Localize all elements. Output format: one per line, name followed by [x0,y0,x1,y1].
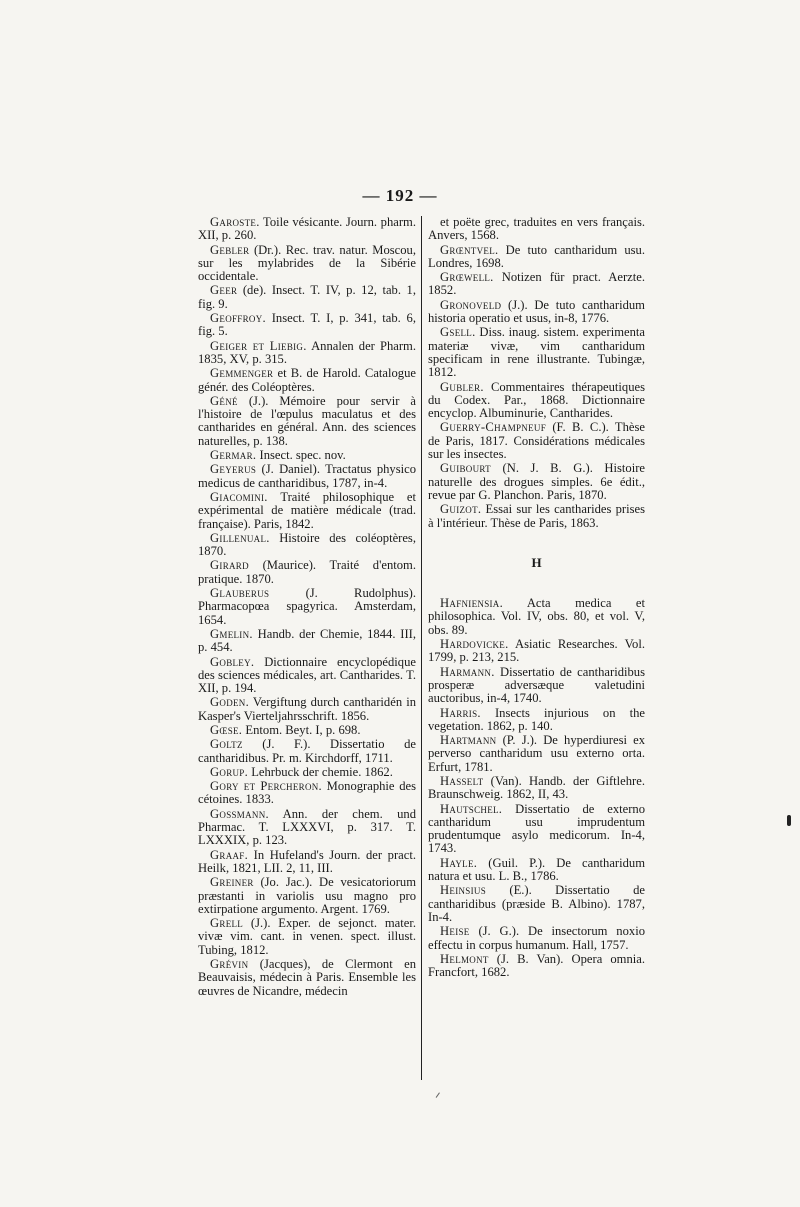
bibliography-entry [428,271,645,298]
entry-text: (Dr.). Rec. trav. natur. Moscou, sur les mylabrides de la Sibérie occidentale. [198,242,416,284]
entry-author: Gemmenger [210,366,274,381]
entry-text: (E.). Dissertatio de cantharidibus (præside B. Albino). 1787, In-4. [428,883,645,924]
bibliography-entry [198,463,416,490]
entry-author: Gebler [210,242,250,257]
bibliography-entry [198,312,416,339]
entry-author: Heinsius [440,883,486,898]
entry-text: (J.). De tuto cantharidum historia operatio et usus, in-8, 1776. [428,297,645,326]
bibliography-entry [428,421,645,461]
entry-text: Commentaires thérapeutiques du Codex. Par., 1868. Dictionnaire encyclop. Albuminurie, Cantharides. [428,379,645,421]
entry-author: Gorup. [210,764,249,779]
bibliography-entry [198,244,416,284]
entry-text: Monographie des cétoines. 1833. [198,779,416,807]
entry-text: De tuto cantharidum usu. Londres, 1698. [428,242,645,270]
entry-author: Gœse. [210,722,243,737]
bibliography-entry [428,775,645,802]
bibliography-entry [198,449,416,462]
entry-author: Geoffroy. [210,311,266,326]
entry-author: Germar. [210,448,257,463]
entry-author: Guibourt [440,461,491,476]
bibliography-entry [198,395,416,448]
column-divider [421,216,422,1080]
entry-text: (Van). Handb. der Giftlehre. Braunschweig. 1862, II, 43. [428,773,645,802]
entry-author: Gubler. [440,379,484,394]
entry-text: (J.). Exper. de sejonct. mater. vivæ vim. cant. in venen. spect. illust. Tubing, 1812. [198,916,416,957]
entry-author: Grell [210,916,244,931]
entry-text: Vergiftung durch cantharidén in Kasper's Vierteljahrsschrift. 1856. [198,695,416,723]
entry-author: Geer [210,283,238,298]
bibliography-entry [428,503,645,530]
entry-author: Grœwell. [440,270,494,285]
entry-text: Diss. inaug. sistem. experimenta materiæ vivæ, vim cantharidum specificam in rene illustrante. Tubingæ, 1812. [428,325,645,380]
entry-author: Harris. [440,705,481,720]
entry-text: Entom. Beyt. I, p. 698. [245,722,361,737]
entry-text: (Jacques), de Clermont en Beauvaisis, médecin à Paris. Ensemble les œuvres de Nicandre, médecin [198,957,416,998]
bibliography-entry [428,734,645,774]
entry-author: Géné [210,393,238,408]
bibliography-entry [428,326,645,379]
bibliography-entry [428,638,645,665]
entry-text: Dissertatio de cantharidibus prosperæ adversæque valetudini auctoribus, in-4, 1740. [428,664,646,706]
entry-text: (Guil. P.). De cantharidum natura et usu. L. B., 1786. [428,855,645,884]
entry-text: Insect. spec. nov. [259,448,346,463]
bibliography-entry [198,559,416,586]
entry-text: (J. G.). De insectorum noxio effectu in corpus humanum. Hall, 1757. [428,924,645,952]
entry-author: Goden. [210,695,250,710]
bibliography-entry [198,876,416,916]
bibliography-entry [198,532,416,559]
right-column [428,216,645,980]
entry-author: Helmont [440,951,489,966]
entry-text: (F. B. C.). Thèse de Paris, 1817. Considérations médicales sur les insectes. [428,420,645,462]
entry-text: et poëte grec, traduites en vers français. Anvers, 1568. [428,215,645,243]
bibliography-entry [428,884,645,924]
bibliography-entry [428,857,645,884]
bibliography-entry [198,284,416,311]
entry-author: Grœntvel. [440,242,499,257]
bibliography-entry [198,491,416,531]
bibliography-entry [198,367,416,394]
entry-text: Insects injurious on the vegetation. 1862, p. 140. [428,705,645,733]
bibliography-entry [198,808,416,848]
entry-text: In Hufeland's Journ. der pract. Heilk, 1821, LII. 2, 11, III. [198,847,416,875]
bibliography-entry [428,666,645,706]
entry-text: Acta medica et philosophica. Vol. IV, obs. 80, et vol. V, obs. 89. [428,596,645,637]
entry-text: Handb. der Chemie, 1844. III, p. 454. [198,626,416,655]
entry-text: Dissertatio de externo cantharidum usu imprudentum prudentumque asylo medicorum. In-4, 1743. [428,801,645,856]
entry-author: Gmelin. [210,626,253,641]
entry-author: Harmann. [440,664,495,679]
bibliography-entry [198,724,416,737]
ink-speck [787,815,791,826]
bibliography-entry [198,656,416,696]
entry-text: Traité philosophique et expérimental de matière médicale (trad. française). Paris, 1842. [198,489,416,531]
entry-author: Hautschel. [440,801,503,816]
entry-text: Dictionnaire encyclopédique des sciences médicales, art. Cantharides. T. XII, p. 194. [198,654,416,696]
entry-text: Ann. der chem. und Pharmac. T. LXXXVI, p. 317. T. LXXXIX, p. 123. [198,806,416,848]
entry-author: Graaf. [210,847,249,862]
entry-text: (J. Daniel). Tractatus physico medicus de cantharidibus, 1787, in-4. [198,462,416,490]
bibliography-entry [428,216,645,243]
entry-author: Heise [440,924,470,939]
entry-author: Guizot. [440,502,482,517]
entry-author: Garoste. [210,215,260,229]
entry-author: Giacomini. [210,489,268,504]
entry-text: Toile vésicante. Journ. pharm. XII, p. 260. [198,215,416,243]
entry-author: Guerry-Champneuf [440,420,547,435]
bibliography-entry [428,953,645,980]
entry-author: Gossmann. [210,806,269,821]
entry-author: Glauberus [210,586,270,601]
entry-text: (Jo. Jac.). De vesicatoriorum præstanti in variolis usu magno pro extirpatione argumento. Argent. 1769. [198,875,417,916]
entry-text: (Maurice). Traité d'entom. pratique. 1870. [198,558,416,586]
entry-author: Geyerus [210,462,257,477]
bibliography-entry [198,780,416,807]
bibliography-entry [428,462,645,502]
entry-author: Gillenual. [210,530,270,545]
entry-text: Annalen der Pharm. 1835, XV, p. 315. [198,338,416,366]
entry-author: Gronoveld [440,297,502,312]
entry-author: Hasselt [440,773,484,788]
bibliography-entry [428,803,645,856]
bibliography-entry [198,849,416,876]
entry-text: Histoire des coléoptères, 1870. [198,530,416,559]
entry-text: Insect. T. I, p. 341, tab. 6, fig. 5. [198,311,416,339]
left-column [198,216,416,999]
bibliography-entry [428,381,645,421]
entry-text: Essai sur les cantharides prises à l'intérieur. Thèse de Paris, 1863. [428,502,645,530]
entry-author: Geiger et Liebig. [210,338,307,353]
entry-text: (P. J.). De hyperdiuresi ex perverso cantharidum usu externo orta. Erfurt, 1781. [428,733,645,774]
bibliography-entry [428,597,645,637]
bibliography-entry [198,628,416,655]
entry-text: (J. F.). Dissertatio de cantharidibus. Pr. m. Kirchdorff, 1711. [198,737,416,765]
bibliography-entry [198,738,416,765]
entry-author: Hardovicke. [440,637,509,652]
entry-author: Greiner [210,875,254,890]
entry-text: Notizen für pract. Aerzte. 1852. [428,270,645,298]
entry-author: Girard [210,558,249,573]
entry-text: (de). Insect. T. IV, p. 12, tab. 1, fig. 9. [198,283,417,311]
entry-text: (J. B. Van). Opera omnia. Francfort, 1682. [428,951,645,980]
entry-author: Gory et Percheron. [210,779,322,794]
pencil-mark [436,1092,443,1099]
entry-text: et B. de Harold. Catalogue génér. des Coléoptères. [198,366,416,394]
bibliography-entry [198,587,416,627]
bibliography-entry [428,299,645,326]
bibliography-entry [428,925,645,952]
entry-text: (N. J. B. G.). Histoire naturelle des drogues simples. 6e édit., revue par G. Planchon. Paris, 1870. [428,461,645,502]
entry-author: Gobley. [210,654,255,669]
bibliography-entry [198,958,416,998]
bibliography-entry [198,917,416,957]
entry-author: Goltz [210,737,243,752]
section-letter: H [531,554,542,570]
bibliography-entry [198,696,416,723]
bibliography-entry [198,216,416,243]
entry-author: Hafniensia. [440,596,504,611]
bibliography-entry [428,707,645,734]
bibliography-entry [428,244,645,271]
entry-author: Hayle. [440,855,478,870]
entry-text: Lehrbuck der chemie. 1862. [251,764,393,779]
page-number: — 192 — [362,186,438,205]
entry-text: (J. Rudolphus). Pharmacopœa spagyrica. Amsterdam, 1654. [198,586,416,627]
entry-author: Grévin [210,957,249,972]
entry-text: Asiatic Researches. Vol. 1799, p. 213, 215. [428,637,645,665]
entry-author: Gsell. [440,325,476,340]
entry-text: (J.). Mémoire pour servir à l'histoire de l'œpulus maculatus et des cantharides en général. Ann. des sciences naturelles, p. 138. [198,393,416,448]
bibliography-entry [198,340,416,367]
bibliography-entry [198,766,416,779]
entry-author: Hartmann [440,733,497,748]
